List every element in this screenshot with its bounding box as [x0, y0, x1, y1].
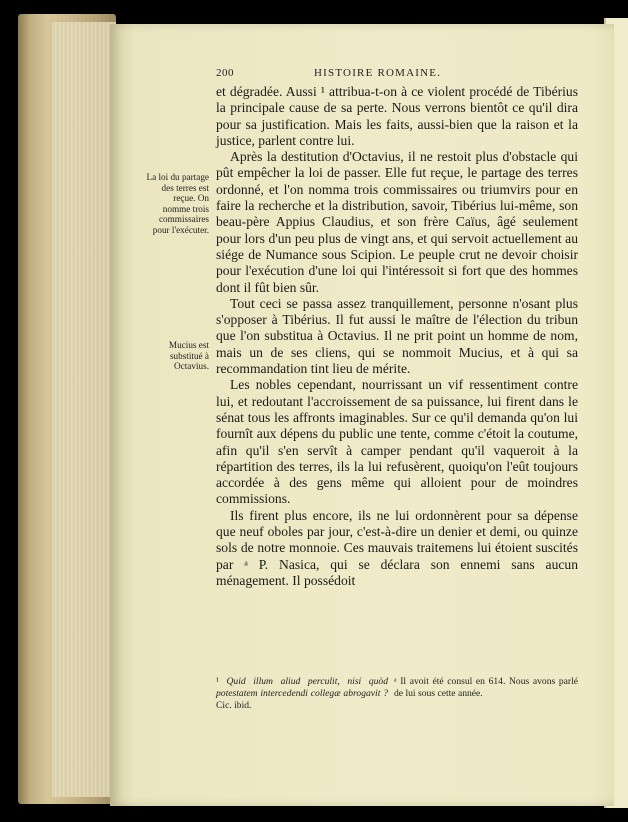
page-edges	[52, 22, 116, 797]
footnote-marker: ¹	[216, 676, 219, 687]
footnote-source: Cic. ibid.	[216, 700, 252, 711]
margin-note-mucius: Mucius est substitué à Octavius.	[168, 340, 209, 372]
paragraph: et dégradée. Aussi ¹ attribua-t-on à ce violent procédé de Tibérius la principale cause de sa perte. Nous verrons bientôt ce qu'il dira pour sa justification. Mais les faits, aussi-bien que la raison et la justice, parlent contre lui.	[216, 84, 578, 148]
paragraph: Ils firent plus encore, ils ne lui ordonnèrent pour sa dépense que neuf oboles par jour, c'est-à-dire un denier et demi, ou quinze sols de notre monnoie. Ces mauvais traitemens lui étoient suscités par ᵃ P. Nasica, qui se déclara son ennemi sans aucun ménagement. Il possédoit	[216, 507, 578, 588]
margin-note-loi: La loi du partage des terres est reçue. On nomme trois commissaires pour l'exécuter.	[146, 172, 209, 235]
page-header	[216, 67, 578, 83]
footnote-right: ᵃ Il avoit été consul en 614. Nous avons parlé de lui sous cette année.	[394, 676, 578, 699]
page-number: 200	[216, 67, 234, 79]
footnote-left	[216, 676, 388, 712]
footnote-quote: Quid illum aliud perculit, nisi quòd potestatem intercedendi collegæ abrogavit ?	[216, 676, 388, 699]
paragraph: Tout ceci se passa assez tranquillement, personne n'osant plus s'opposer à Tibérius. Il fut aussi le maître de l'élection du tribun que l'on substitua à Octavius. Il ne prit point un homme de nom, mais un de ses cliens, qui se nommoit Mucius, et à qui sa recommandation tint lieu de mérite.	[216, 295, 578, 377]
body-text	[216, 84, 578, 589]
paragraph: Après la destitution d'Octavius, il ne restoit plus d'obstacle qui pût empêcher la loi de passer. Elle fut reçue, le partage des terres ordonné, et l'on nomma trois commissaires ou triumvirs pour en faire la recherche et la distribution, savoir, Tibérius lui-même, son beau-père Appius Claudius, et son frère Caïus, âgé seulement pour lors d'un peu plus de vingt ans, et qui servoit actuellement au siége de Numance sous Scipion. Le peuple crut ne devoir choisir pour l'exécution d'une loi qui l'intéressoit si fort que des hommes dont il fût bien sûr.	[216, 149, 578, 295]
paragraph: Les nobles cependant, nourrissant un vif ressentiment contre lui, et redoutant l'accroissement de sa puissance, lui firent dans le sénat tous les affronts imaginables. Sur ce qu'il demanda qu'on lui fournît aux dépens du public une tente, comme c'étoit la coutume, afin qu'il s'en servît à camper pendant qu'il vaqueroit à la répartition des terres, ils la lui refusèrent, quoiqu'on l'eût toujours accordée à des gens même qui alloient pour de moindres commissions.	[216, 377, 578, 507]
running-title: HISTOIRE ROMAINE.	[314, 67, 442, 79]
